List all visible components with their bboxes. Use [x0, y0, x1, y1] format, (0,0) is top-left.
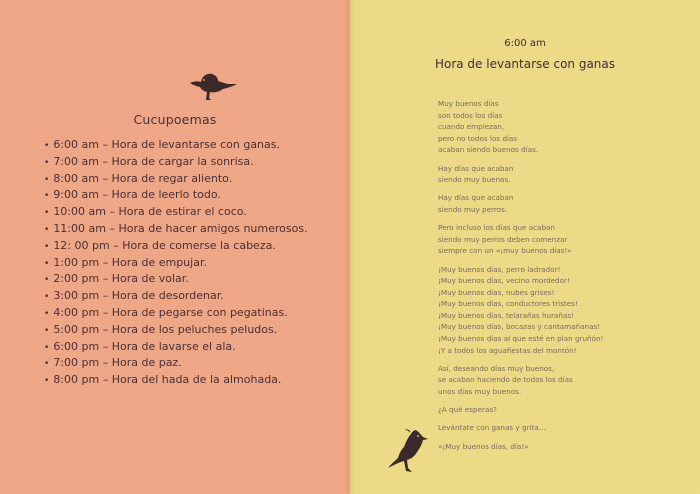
poem-line: ¡Muy buenos días, conductores tristes!: [438, 299, 578, 309]
list-item: • 6:00 pm – Hora de lavarse el ala.: [44, 339, 308, 356]
list-item: • 8:00 pm – Hora del hada de la almohada.: [44, 372, 308, 389]
list-item: • 4:00 pm – Hora de pegarse con pegatinas.: [44, 305, 308, 322]
poem-line: acaban siendo buenos días.: [438, 145, 539, 155]
list-item: • 10:00 am – Hora de estirar el coco.: [44, 204, 308, 221]
poem-line: «¡Muy buenos días, día!»: [438, 441, 529, 451]
poem-stanza: [438, 98, 603, 156]
page-title: Cucupoemas: [133, 112, 217, 127]
schedule-list: [44, 137, 308, 389]
poem-stanza: [438, 222, 603, 257]
list-item: • 9:00 am – Hora de leerlo todo.: [44, 187, 308, 204]
poem-line: Así, deseando días muy buenos,: [438, 363, 555, 373]
poem-stanza: [438, 404, 603, 416]
poem-stanza: [438, 163, 603, 186]
poem-line: ¡Muy buenos días, vecino mordedor!: [438, 276, 570, 286]
poem-line: unos días muy buenos.: [438, 387, 522, 397]
bird-silhouette-icon: [188, 70, 238, 102]
poem-line: ¿A qué esperas?: [438, 405, 497, 415]
list-item: • 7:00 pm – Hora de paz.: [44, 355, 308, 372]
poem-line: siempre con un «¡muy buenos días!»: [438, 246, 572, 256]
bird-silhouette-icon: [386, 428, 430, 474]
poem-time: 6:00 am: [504, 38, 546, 49]
poem-body: [438, 98, 603, 459]
poem-line: ¡Muy buenos días, telarañas hurañas!: [438, 310, 575, 320]
poem-line: siendo muy perros deben comenzar: [438, 234, 568, 244]
list-item: • 6:00 am – Hora de levantarse con ganas.: [44, 137, 308, 154]
list-item: • 7:00 am – Hora de cargar la sonrisa.: [44, 154, 308, 171]
poem-line: ¡Muy buenos días, perro ladrador!: [438, 264, 561, 274]
poem-line: ¡Muy buenos días al que esté en plan gruñón!: [438, 334, 604, 344]
poem-line: ¡Muy buenos días, bocazas y cantamañanas!: [438, 322, 601, 332]
poem-line: cuando empiezan,: [438, 122, 505, 132]
poem-stanza: [438, 264, 603, 357]
poem-line: son todos los días: [438, 110, 503, 120]
list-item: • 8:00 am – Hora de regar aliento.: [44, 171, 308, 188]
poem-stanza: [438, 422, 603, 434]
poem-line: pero no todos los días: [438, 133, 518, 143]
poem-title: Hora de levantarse con ganas: [434, 57, 616, 71]
poem-line: Levántate con ganas y grita...: [438, 423, 546, 433]
list-item: • 11:00 am – Hora de hacer amigos numerosos.: [44, 221, 308, 238]
poem-stanza: [438, 192, 603, 215]
poem-stanza: [438, 441, 603, 453]
poem-line: Hay días que acaban: [438, 163, 514, 173]
list-item: • 12: 00 pm – Hora de comerse la cabeza.: [44, 238, 308, 255]
poem-stanza: [438, 363, 603, 398]
poem-line: siendo muy perros.: [438, 204, 508, 214]
poem-line: Hay días que acaban: [438, 193, 514, 203]
list-item: • 3:00 pm – Hora de desordenar.: [44, 288, 308, 305]
poem-line: ¡Muy buenos días, nubes grises!: [438, 287, 555, 297]
poem-line: siendo muy buenos.: [438, 175, 511, 185]
list-item: • 5:00 pm – Hora de los peluches peludos.: [44, 322, 308, 339]
poem-line: Pero incluso los días que acaban: [438, 223, 555, 233]
poem-line: ¡Y a todos los aguafiestas del montón!: [438, 345, 577, 355]
poem-line: Muy buenos días: [438, 99, 499, 108]
list-item: • 1:00 pm – Hora de empujar.: [44, 255, 308, 272]
poem-line: se acaban haciendo de todos los días: [438, 375, 573, 385]
list-item: • 2:00 pm – Hora de volar.: [44, 271, 308, 288]
